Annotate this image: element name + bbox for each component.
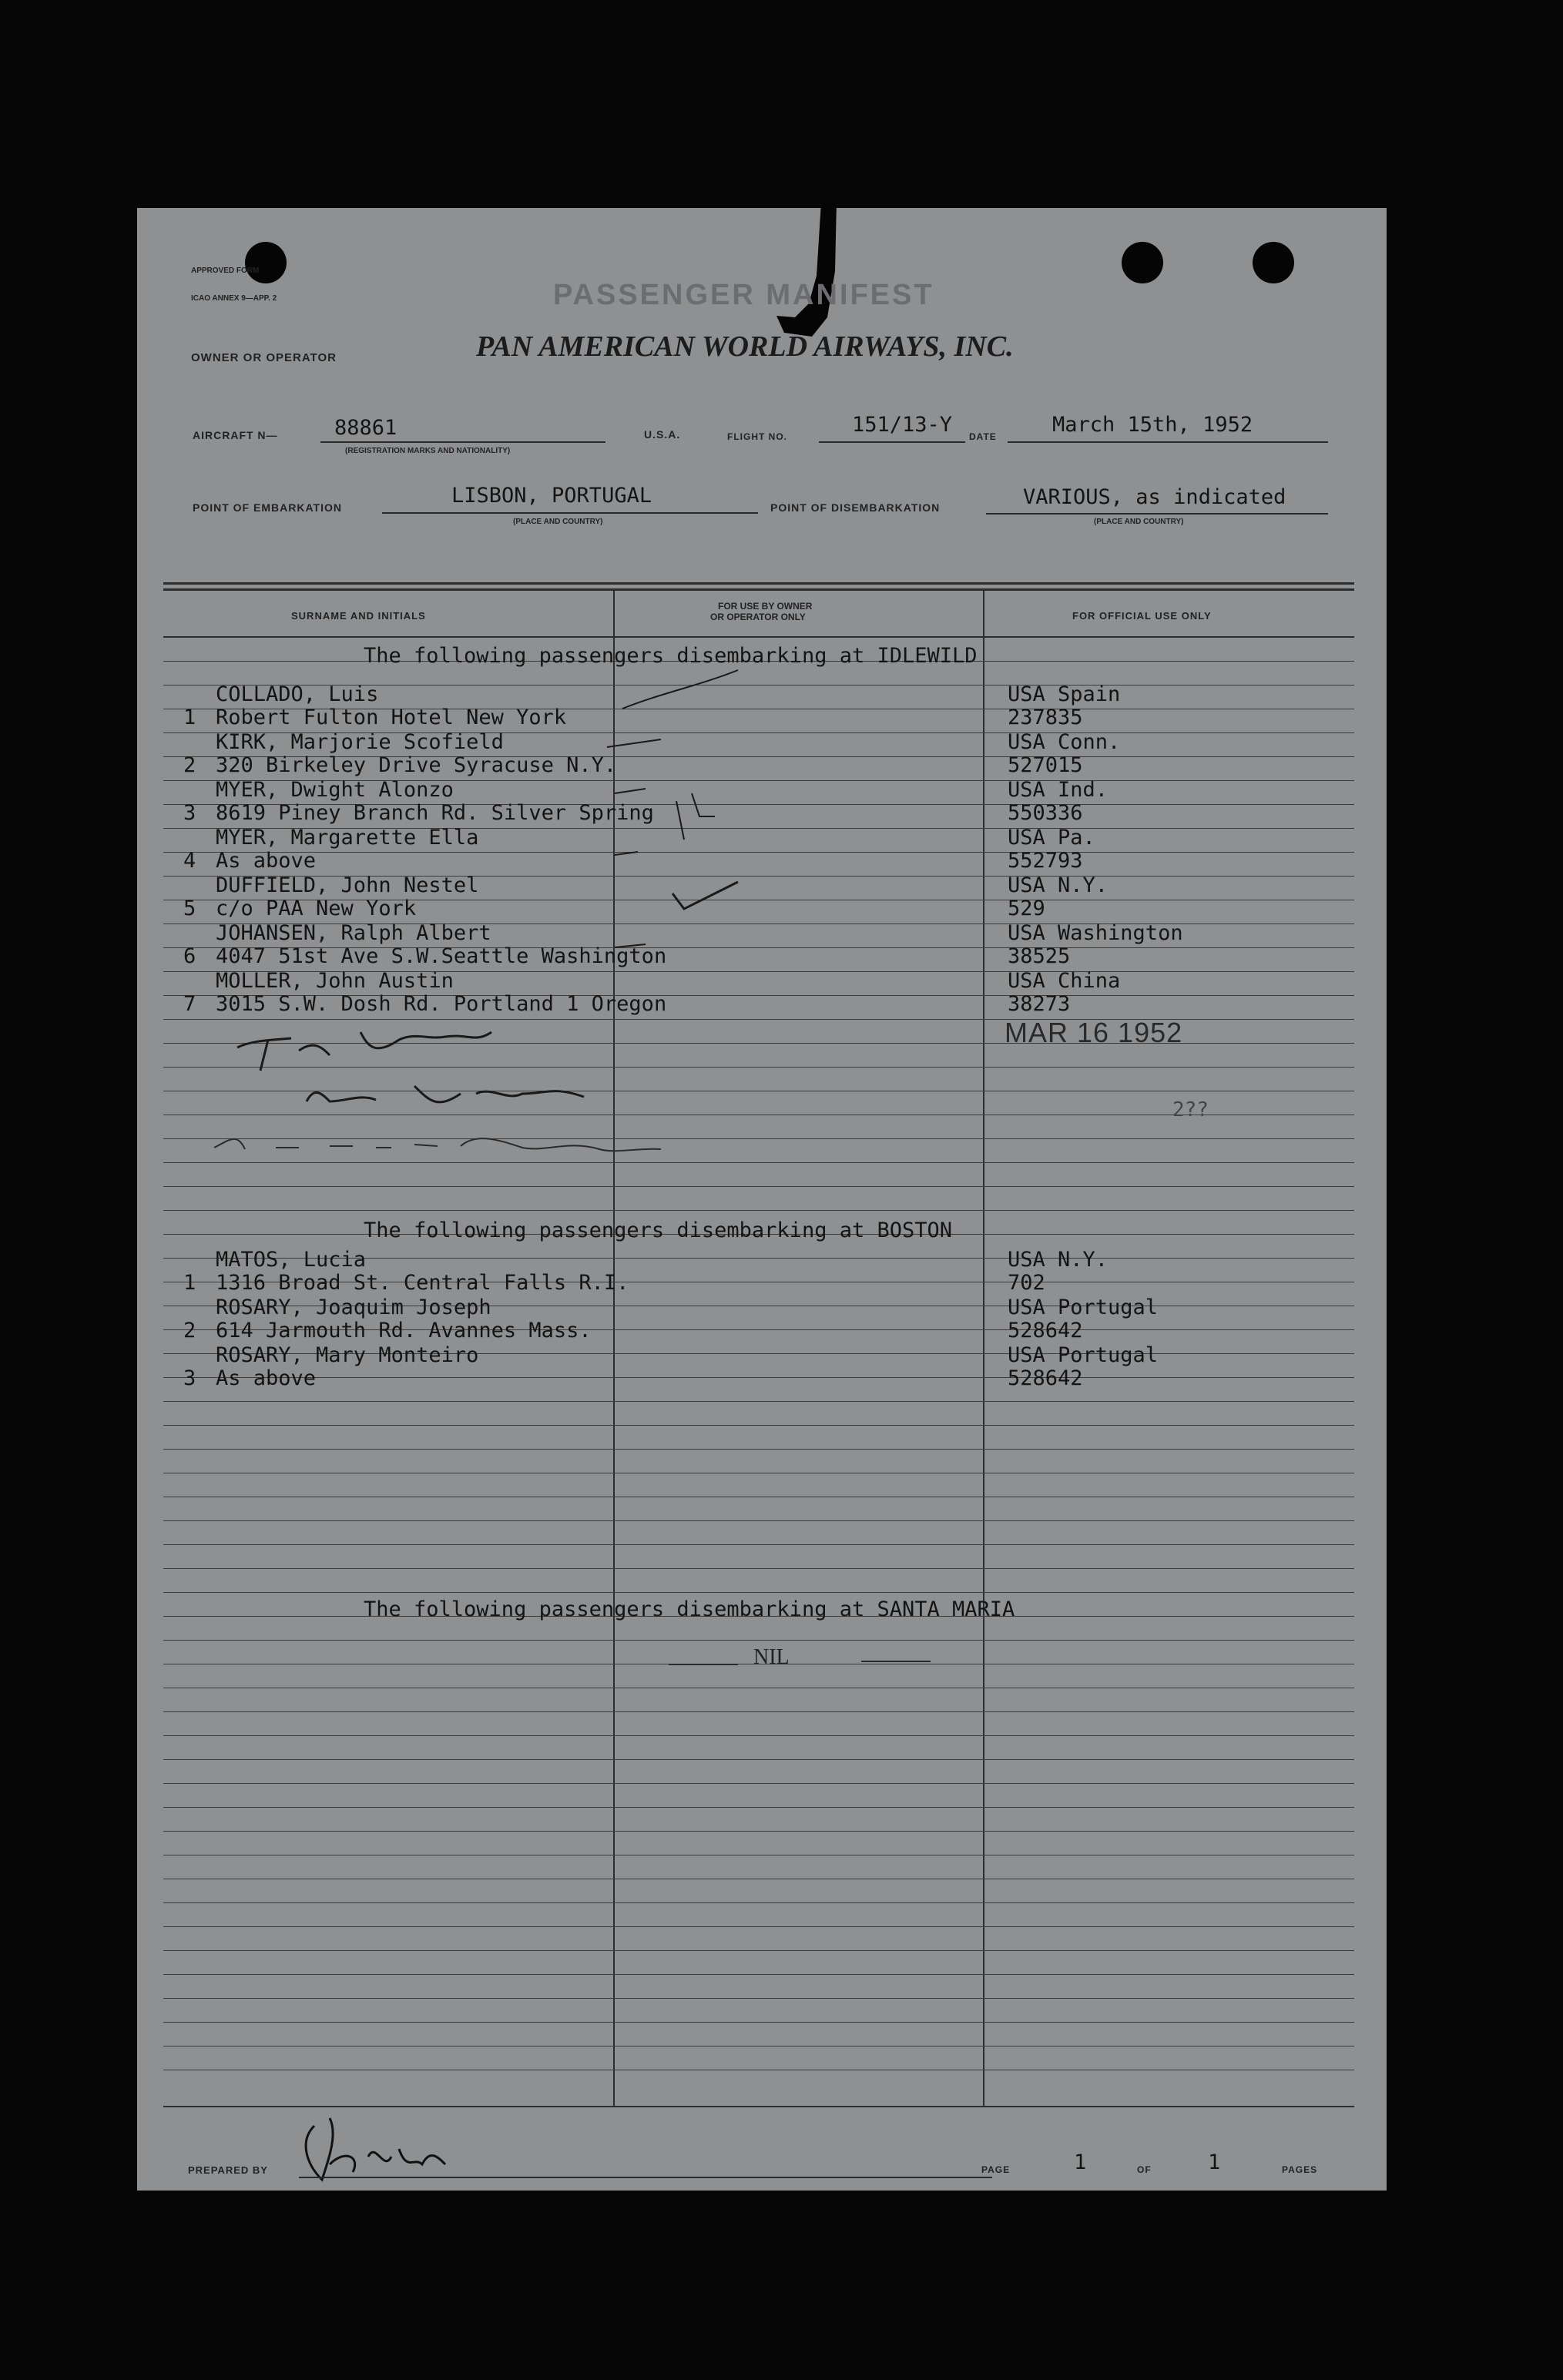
nil-dash xyxy=(669,1664,738,1665)
embark-line xyxy=(382,512,758,514)
official-number: 38525 xyxy=(1008,944,1071,968)
ruled-line xyxy=(163,1592,1354,1593)
owner-name: PAN AMERICAN WORLD AIRWAYS, INC. xyxy=(476,330,1014,363)
registration-caption: (REGISTRATION MARKS AND NATIONALITY) xyxy=(345,447,511,455)
passenger-name: KIRK, Marjorie Scofield xyxy=(216,730,504,754)
prepared-by-line xyxy=(299,2177,992,2178)
ruled-line xyxy=(163,1735,1354,1736)
passenger-number: 7 xyxy=(183,992,196,1016)
ruled-line xyxy=(163,1998,1354,1999)
col-owner-header-b: OR OPERATOR ONLY xyxy=(710,612,806,622)
ruled-line xyxy=(163,1640,1354,1641)
signature-icon xyxy=(283,2110,453,2195)
passenger-name: COLLADO, Luis xyxy=(216,682,379,706)
tear-mark-icon xyxy=(761,202,854,348)
passenger-number: 6 xyxy=(183,944,196,968)
ruled-line xyxy=(163,1902,1354,1903)
official-origin: USA Portugal xyxy=(1008,1343,1159,1367)
passenger-address: Robert Fulton Hotel New York xyxy=(216,706,567,729)
page-label: PAGE xyxy=(981,2164,1011,2175)
section-heading-boston: The following passengers disembarking at BOSTON xyxy=(364,1218,953,1242)
section-heading-idlewild: The following passengers disembarking at IDLEWILD xyxy=(364,644,978,668)
passenger-name: ROSARY, Mary Monteiro xyxy=(216,1343,479,1367)
ruled-line xyxy=(163,1568,1354,1569)
manifest-sheet xyxy=(137,208,1387,2191)
punch-hole-icon xyxy=(1253,242,1294,283)
disembark-value: VARIOUS, as indicated xyxy=(1023,485,1286,509)
ruled-line xyxy=(163,1544,1354,1545)
official-origin: USA N.Y. xyxy=(1008,1248,1109,1272)
passenger-address: 4047 51st Ave S.W.Seattle Washington xyxy=(216,944,667,968)
flight-line xyxy=(819,441,965,443)
ruled-line xyxy=(163,1520,1354,1521)
passenger-number: 4 xyxy=(183,849,196,873)
embark-label: POINT OF EMBARKATION xyxy=(193,501,342,514)
embark-value: LISBON, PORTUGAL xyxy=(451,484,652,508)
punch-hole-icon xyxy=(1122,242,1163,283)
passenger-number: 3 xyxy=(183,801,196,825)
official-origin: USA Washington xyxy=(1008,921,1183,945)
official-number: 528642 xyxy=(1008,1366,1083,1390)
official-note: 2?? xyxy=(1172,1098,1209,1121)
official-number: 529 xyxy=(1008,897,1045,920)
official-number: 552793 xyxy=(1008,849,1083,873)
aircraft-label: AIRCRAFT N— xyxy=(193,429,278,441)
ruled-line xyxy=(163,1449,1354,1450)
pages-value: 1 xyxy=(1208,2150,1221,2174)
official-origin: USA Conn. xyxy=(1008,730,1121,754)
ruled-line xyxy=(163,1807,1354,1808)
of-label: OF xyxy=(1137,2164,1152,2175)
passenger-address: 3015 S.W. Dosh Rd. Portland 1 Oregon xyxy=(216,992,667,1016)
header-bottom-rule xyxy=(163,636,1354,638)
usa-label: U.S.A. xyxy=(644,428,681,441)
ruled-line xyxy=(163,1950,1354,1951)
date-stamp: MAR 16 1952 xyxy=(1005,1017,1183,1048)
ruled-line xyxy=(163,1926,1354,1927)
passenger-address: 8619 Piney Branch Rd. Silver Spring xyxy=(216,801,654,825)
date-value: March 15th, 1952 xyxy=(1052,413,1253,437)
passenger-number: 1 xyxy=(183,1271,196,1295)
passenger-address: 614 Jarmouth Rd. Avannes Mass. xyxy=(216,1319,592,1343)
flight-value: 151/13-Y xyxy=(852,413,953,437)
check-marks xyxy=(599,662,969,1001)
passenger-address: 1316 Broad St. Central Falls R.I. xyxy=(216,1271,629,1295)
passenger-number: 2 xyxy=(183,753,196,777)
passenger-name: DUFFIELD, John Nestel xyxy=(216,873,479,897)
official-number: 528642 xyxy=(1008,1319,1083,1343)
table-bottom-rule xyxy=(163,2106,1354,2107)
nil-dash xyxy=(861,1661,931,1662)
passenger-number: 2 xyxy=(183,1319,196,1343)
ruled-line xyxy=(163,2022,1354,2023)
passenger-number: 1 xyxy=(183,706,196,729)
prepared-by-label: PREPARED BY xyxy=(188,2164,268,2176)
official-number: 38273 xyxy=(1008,992,1071,1016)
disembark-line xyxy=(986,513,1328,515)
aircraft-line xyxy=(320,441,605,443)
form-title: PASSENGER MANIFEST xyxy=(553,279,934,311)
passenger-address: As above xyxy=(216,849,317,873)
passenger-name: ROSARY, Joaquim Joseph xyxy=(216,1296,491,1319)
passenger-name: JOHANSEN, Ralph Albert xyxy=(216,921,491,945)
passenger-name: MYER, Dwight Alonzo xyxy=(216,778,454,802)
official-origin: USA Spain xyxy=(1008,682,1121,706)
official-number: 550336 xyxy=(1008,801,1083,825)
official-origin: USA Ind. xyxy=(1008,778,1109,802)
flight-label: FLIGHT NO. xyxy=(727,431,787,442)
signature-icon xyxy=(183,1017,938,1217)
passenger-name: MATOS, Lucia xyxy=(216,1248,367,1272)
ruled-line xyxy=(163,1974,1354,1975)
official-origin: USA Portugal xyxy=(1008,1296,1159,1319)
date-label: DATE xyxy=(969,431,997,442)
official-origin: USA N.Y. xyxy=(1008,873,1109,897)
passenger-name: MYER, Margarette Ella xyxy=(216,826,479,850)
aircraft-value: 88861 xyxy=(334,416,397,440)
ruled-line xyxy=(163,1783,1354,1784)
official-number: 237835 xyxy=(1008,706,1083,729)
ruled-line xyxy=(163,1425,1354,1426)
passenger-number: 3 xyxy=(183,1366,196,1390)
owner-label: OWNER OR OPERATOR xyxy=(191,351,337,364)
ruled-line xyxy=(163,1377,1354,1378)
punch-hole-icon xyxy=(245,242,287,283)
ruled-line xyxy=(163,1759,1354,1760)
ruled-line xyxy=(163,1711,1354,1712)
page-value: 1 xyxy=(1074,2150,1087,2174)
col-official-header: FOR OFFICIAL USE ONLY xyxy=(1072,610,1212,622)
passenger-address: c/o PAA New York xyxy=(216,897,417,920)
date-line xyxy=(1008,441,1328,443)
table-top-rule xyxy=(163,588,1354,591)
icao-text: ICAO ANNEX 9—APP. 2 xyxy=(191,294,277,303)
official-number: 702 xyxy=(1008,1271,1045,1295)
approval-text: APPROVED FORM xyxy=(191,266,260,275)
section-heading-santa-maria: The following passengers disembarking at SANTA MARIA xyxy=(364,1597,1015,1621)
ruled-line xyxy=(163,1831,1354,1832)
table-top-rule xyxy=(163,582,1354,585)
disembark-caption: (PLACE AND COUNTRY) xyxy=(1094,518,1184,526)
passenger-number: 5 xyxy=(183,897,196,920)
col-surname-header: SURNAME AND INITIALS xyxy=(291,610,426,622)
ruled-line xyxy=(163,1401,1354,1402)
official-origin: USA China xyxy=(1008,969,1121,993)
col-owner-header-a: FOR USE BY OWNER xyxy=(718,601,813,612)
disembark-label: POINT OF DISEMBARKATION xyxy=(770,501,941,514)
official-number: 527015 xyxy=(1008,753,1083,777)
passenger-address: 320 Birkeley Drive Syracuse N.Y. xyxy=(216,753,617,777)
santa-maria-note: NIL xyxy=(753,1645,790,1669)
pages-label: PAGES xyxy=(1282,2164,1318,2175)
embark-caption: (PLACE AND COUNTRY) xyxy=(513,518,603,526)
passenger-address: As above xyxy=(216,1366,317,1390)
official-origin: USA Pa. xyxy=(1008,826,1095,850)
passenger-name: MOLLER, John Austin xyxy=(216,969,454,993)
